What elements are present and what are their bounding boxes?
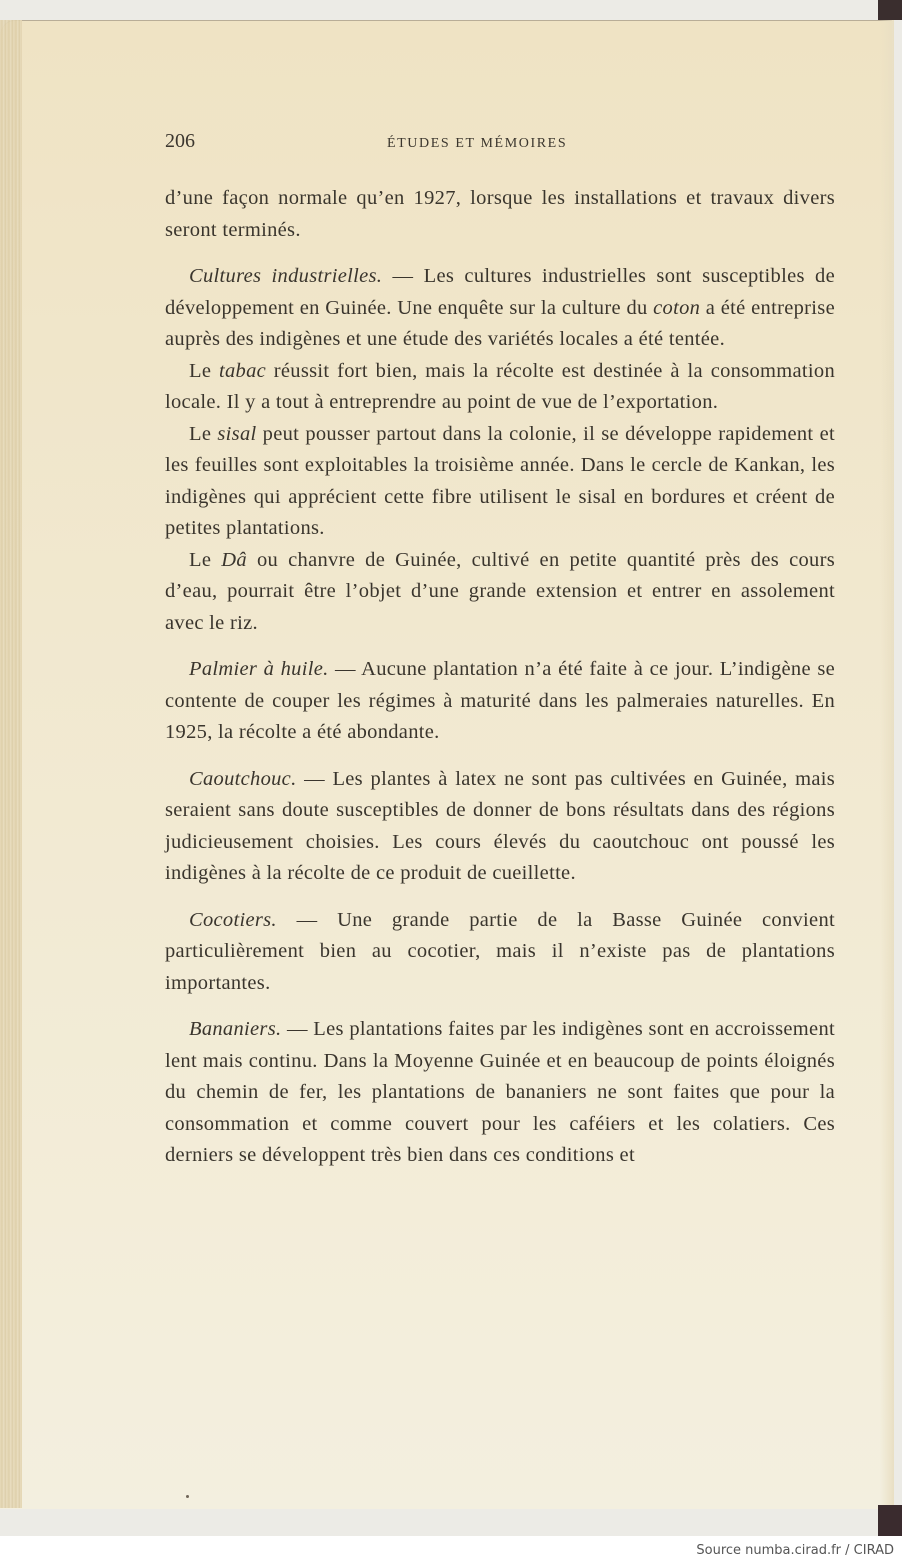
section-heading: Palmier à huile. — [189, 658, 329, 680]
body-text — [165, 183, 835, 1172]
paragraph-palmier — [165, 654, 835, 749]
section-heading: Cocotiers. — [189, 908, 277, 931]
page-number: 206 — [165, 130, 195, 152]
paragraph-caoutchouc — [165, 764, 835, 890]
emphasis: tabac — [218, 359, 267, 382]
paragraph-tabac — [165, 356, 835, 419]
paragraph-lead: Le — [189, 422, 218, 445]
emphasis: sisal — [217, 422, 257, 445]
paragraph-cocotiers — [165, 905, 835, 1000]
page-stack-edges — [0, 20, 22, 1508]
paragraph-text: — Aucune plantation n’a été faite à ce jour. L’indigène se contente de couper les régimes à maturité dans les palmeraies naturelles. En 1925, la récolte a été abondante. — [165, 658, 835, 743]
running-head — [165, 130, 825, 160]
section-heading: Cultures industrielles. — [189, 265, 383, 287]
paragraph-text: — Les plantations faites par les indigènes sont en accroissement lent mais continu. Dans la Moyenne Guinée et en beaucoup de points éloignés du chemin de fer, les plantations de bananiers ne sont faites que pour la consommation et comme couvert pour les caféiers et les colatiers. Ces derniers se développent très bien dans ces conditions et — [165, 1018, 835, 1166]
paragraph-text: peut pousser partout dans la colonie, il se développe rapidement et les feuilles sont exploitables la troisième année. Dans le cercle de Kankan, les indigènes qui apprécient cette fibre utilisent le sisal en bordures et créent de petites plantations. — [165, 422, 835, 539]
paragraph-continuation — [165, 183, 835, 246]
paragraph-lead: Le — [189, 359, 219, 382]
paragraph-da — [165, 545, 835, 640]
section-heading: Caoutchouc. — [189, 767, 297, 790]
paragraph-text: — Une grande partie de la Basse Guinée convient particulièrement bien au cocotier, mais il n’existe pas de plantations importantes. — [165, 908, 835, 994]
paragraph-bananiers — [165, 1014, 835, 1172]
paragraph-text: ou chanvre de Guinée, cultivé en petite quantité près des cours d’eau, pourrait être l’objet d’une grande extension et entrer en assolement avec le riz. — [165, 548, 835, 634]
paper-speck — [186, 1495, 189, 1498]
paragraph-text: réussit fort bien, mais la récolte est destinée à la consommation locale. Il y a tout à entreprendre au point de vue de l’exportation. — [165, 359, 835, 413]
paragraph-text: — Les plantes à latex ne sont pas cultivées en Guinée, mais seraient sans doute susceptibles de donner de bons résultats dans des régions judicieusement choisies. Les cours élevés du caoutchouc ont poussé les indigènes à la récolte de ce produit de cueillette. — [165, 767, 835, 884]
paragraph-sisal — [165, 419, 835, 545]
paragraph-lead: Le — [189, 548, 222, 571]
emphasis: Dâ — [221, 548, 247, 571]
paragraph-text: a été entreprise auprès des indigènes et une étude des variétés locales a été tentée. — [165, 296, 835, 350]
running-title: ÉTUDES ET MÉMOIRES — [387, 136, 568, 151]
paragraph-text: — Les cultures industrielles sont susceptibles de développement en Guinée. Une enquête sur la culture du — [165, 265, 835, 319]
paragraph-text: d’une façon normale qu’en 1927, lorsque les installations et travaux divers seront terminés. — [165, 187, 835, 241]
page-right-edge — [880, 20, 894, 1508]
paragraph-cultures-industrielles — [165, 261, 835, 356]
source-credit: Source numba.cirad.fr / CIRAD — [696, 1543, 894, 1558]
emphasis: coton — [653, 296, 701, 319]
binding-edge-bottom — [878, 1505, 902, 1536]
section-heading: Bananiers. — [189, 1018, 282, 1040]
binding-edge-top — [878, 0, 902, 20]
